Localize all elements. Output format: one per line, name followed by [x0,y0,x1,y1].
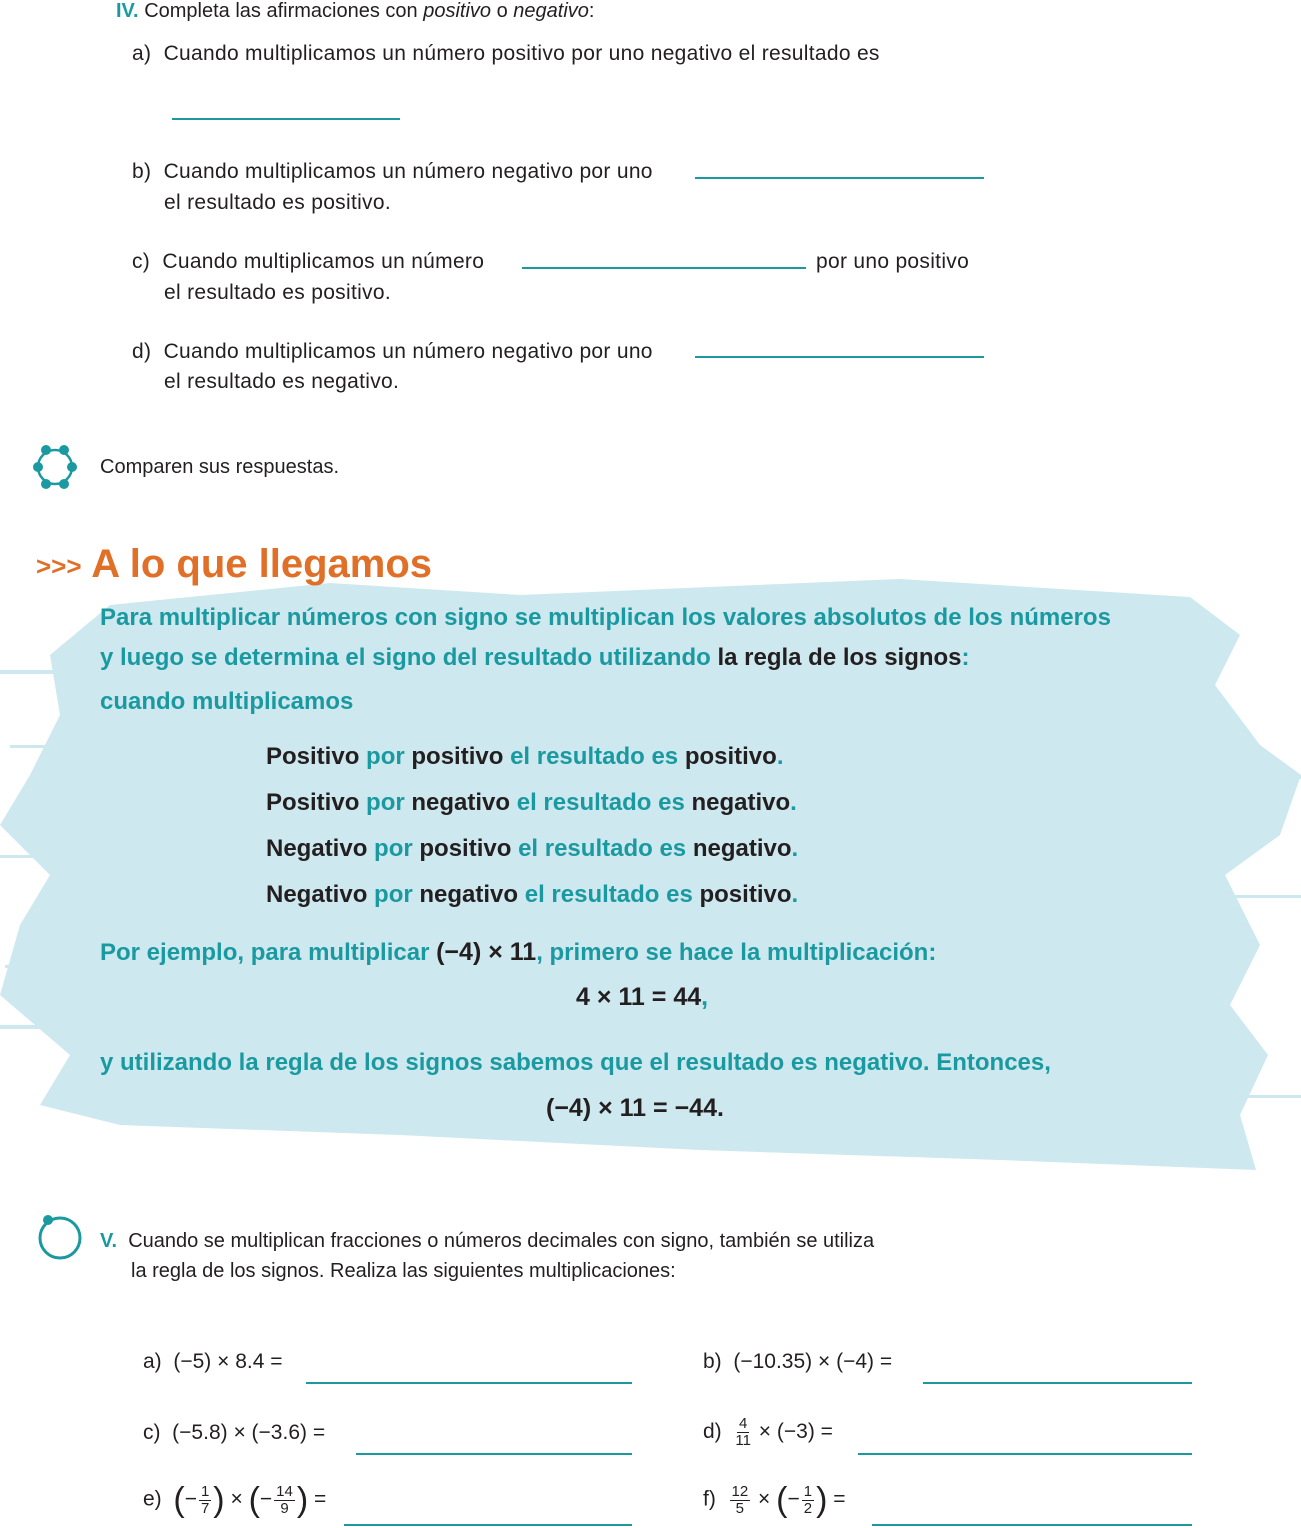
rule-dot: . [776,743,784,770]
rule-dot: . [791,881,799,908]
item-a [132,42,880,66]
section-number: V. [100,1230,118,1252]
paragraph-text: : [961,644,970,671]
word-positive: positivo [423,0,492,22]
rule-sign: negativo [419,881,519,908]
section-number: IV. [116,0,139,22]
numerator: 12 [731,1482,749,1500]
item-letter: d) [703,1420,722,1444]
rule-row [266,734,798,780]
paragraph-line [100,644,1111,672]
rule-connector: por [374,835,413,862]
item-text: el resultado es negativo. [164,370,400,393]
rule-sign: negativo [411,789,511,816]
answer-line-f[interactable] [872,1524,1192,1526]
exercise-a [143,1350,283,1374]
rule-sign: positivo [411,743,504,770]
conclusion-line: y utilizando la regla de los signos sabemos que el resultado es negativo. Entonces, [100,1049,1051,1076]
section-iv-instruction [116,0,594,23]
equation-comma: , [701,983,709,1011]
instruction-text: o [496,0,508,22]
fraction [802,1484,814,1517]
numerator: 14 [276,1482,293,1500]
example-expression: (−4) × 11 [436,938,537,966]
rule-sign: Negativo [266,881,368,908]
item-letter: a) [132,42,152,65]
final-equation [546,1094,724,1123]
item-b [132,160,653,184]
answer-line-a[interactable] [172,118,400,120]
exercise-expression: (−5) × 8.4 = [173,1350,283,1373]
item-text: por uno positivo [816,250,970,273]
equation-dot: . [716,1094,724,1122]
item-text: Cuando multiplicamos un número positivo por uno negativo el resultado es [163,42,880,65]
arrows-icon: >>> [36,550,82,581]
numerator: 1 [803,1482,813,1500]
answer-line-b[interactable] [923,1382,1192,1384]
rule-row [266,826,798,872]
answer-line-d[interactable] [695,356,984,358]
rule-sign: positivo [419,835,512,862]
group-work-icon [30,442,80,492]
paragraph-line: Para multiplicar números con signo se multiplican los valores absolutos de los números [100,604,1111,631]
rule-connector: el resultado es [510,743,679,770]
item-letter: e) [143,1487,162,1511]
exercise-f: f) $\frac{12}{5}$ × (− $\frac{1}{2}$ ) = [703,1481,846,1519]
item-text: el resultado es positivo. [164,281,391,304]
paragraph-line: cuando multiplicamos [100,688,354,715]
rule-connector: el resultado es [524,881,693,908]
conclusion-heading [36,542,432,587]
fraction [199,1484,211,1517]
answer-line-b[interactable] [695,177,984,179]
item-letter: b) [132,160,152,183]
item-text: el resultado es positivo. [164,191,391,214]
denominator: 2 [803,1499,813,1517]
rule-connector: por [366,789,405,816]
rule-connector: por [366,743,405,770]
rule-dot: . [790,789,797,816]
item-d [132,340,653,364]
equals-sign: = [833,1487,846,1511]
exercise-expression: × (−3) = [758,1420,833,1444]
answer-line-c[interactable] [522,267,806,269]
individual-work-icon [34,1210,86,1262]
item-text: Cuando multiplicamos un número negativo por uno [163,160,653,183]
item-letter: b) [703,1350,722,1373]
instruction-text: Completa las afirmaciones con [144,0,418,22]
exercise-c [143,1421,325,1445]
exercise-expression: (−5.8) × (−3.6) = [172,1421,326,1444]
equation: (−4) × 11 = −44 [546,1094,717,1122]
rule-sign: Positivo [266,743,360,770]
item-text: Cuando multiplicamos un número [162,250,485,273]
fraction [730,1484,751,1517]
answer-line-c[interactable] [356,1453,632,1455]
exercise-b [703,1350,892,1374]
rule-result: negativo [692,835,792,862]
exercise-expression: (−10.35) × (−4) = [733,1350,893,1373]
item-letter: c) [143,1421,161,1444]
example-text: Por ejemplo, para multiplicar [100,939,430,966]
item-c [132,250,484,274]
conclusion-paragraph [100,604,1111,716]
answer-line-a[interactable] [306,1382,632,1384]
exercise-e: e) (− $\frac{1}{7}$ ) × (− $\frac{14}{9}$ ) = [143,1481,327,1519]
conclusion-title: A lo que llegamos [91,542,433,586]
answer-line-d[interactable] [858,1453,1192,1455]
item-letter: f) [703,1487,716,1511]
item-letter: d) [132,340,152,363]
denominator: 9 [280,1499,289,1517]
item-letter: a) [143,1350,162,1373]
minus-sign: − [259,1487,273,1511]
rule-row [266,780,798,826]
rule-connector: por [374,881,413,908]
rule-sign: Positivo [266,789,360,816]
rule-connector: el resultado es [516,789,685,816]
equation: 4 × 11 = 44 [576,983,702,1011]
numerator: 4 [738,1415,748,1432]
minus-sign: − [787,1487,800,1511]
rules-list [266,734,798,918]
section-v-instruction [100,1226,874,1286]
item-text: Cuando multiplicamos un número negativo por uno [163,340,653,363]
denominator: 7 [200,1499,210,1517]
times-sign: × [758,1487,771,1511]
example-line [100,938,936,967]
instruction-text: : [588,0,595,22]
example-equation [576,983,708,1012]
minus-sign: − [184,1487,197,1511]
rule-dot: . [791,835,799,862]
instruction-text: Cuando se multiplican fracciones o números decimales con signo, también se utiliza [128,1230,875,1252]
example-text: , primero se hace la multiplicación: [536,939,937,966]
rule-sign: Negativo [266,835,368,862]
rule-result: positivo [699,881,792,908]
numerator: 1 [200,1482,210,1500]
fraction [735,1416,751,1449]
equals-sign: = [314,1487,327,1511]
instruction-text: la regla de los signos. Realiza las siguientes multiplicaciones: [131,1260,676,1282]
compare-answers-text: Comparen sus respuestas. [100,456,340,478]
denominator: 11 [735,1432,751,1449]
rule-result: positivo [684,743,777,770]
answer-line-e[interactable] [344,1524,632,1526]
word-negative: negativo [513,0,589,22]
rule-row [266,872,798,918]
exercise-d [703,1416,833,1449]
rule-connector: el resultado es [518,835,687,862]
item-letter: c) [132,250,151,273]
paragraph-text: y luego se determina el signo del resultado utilizando [100,644,711,671]
fraction [274,1484,295,1517]
rule-result: negativo [691,789,791,816]
denominator: 5 [735,1499,745,1517]
rule-of-signs-term: la regla de los signos [717,644,962,671]
times-sign: × [230,1487,243,1511]
